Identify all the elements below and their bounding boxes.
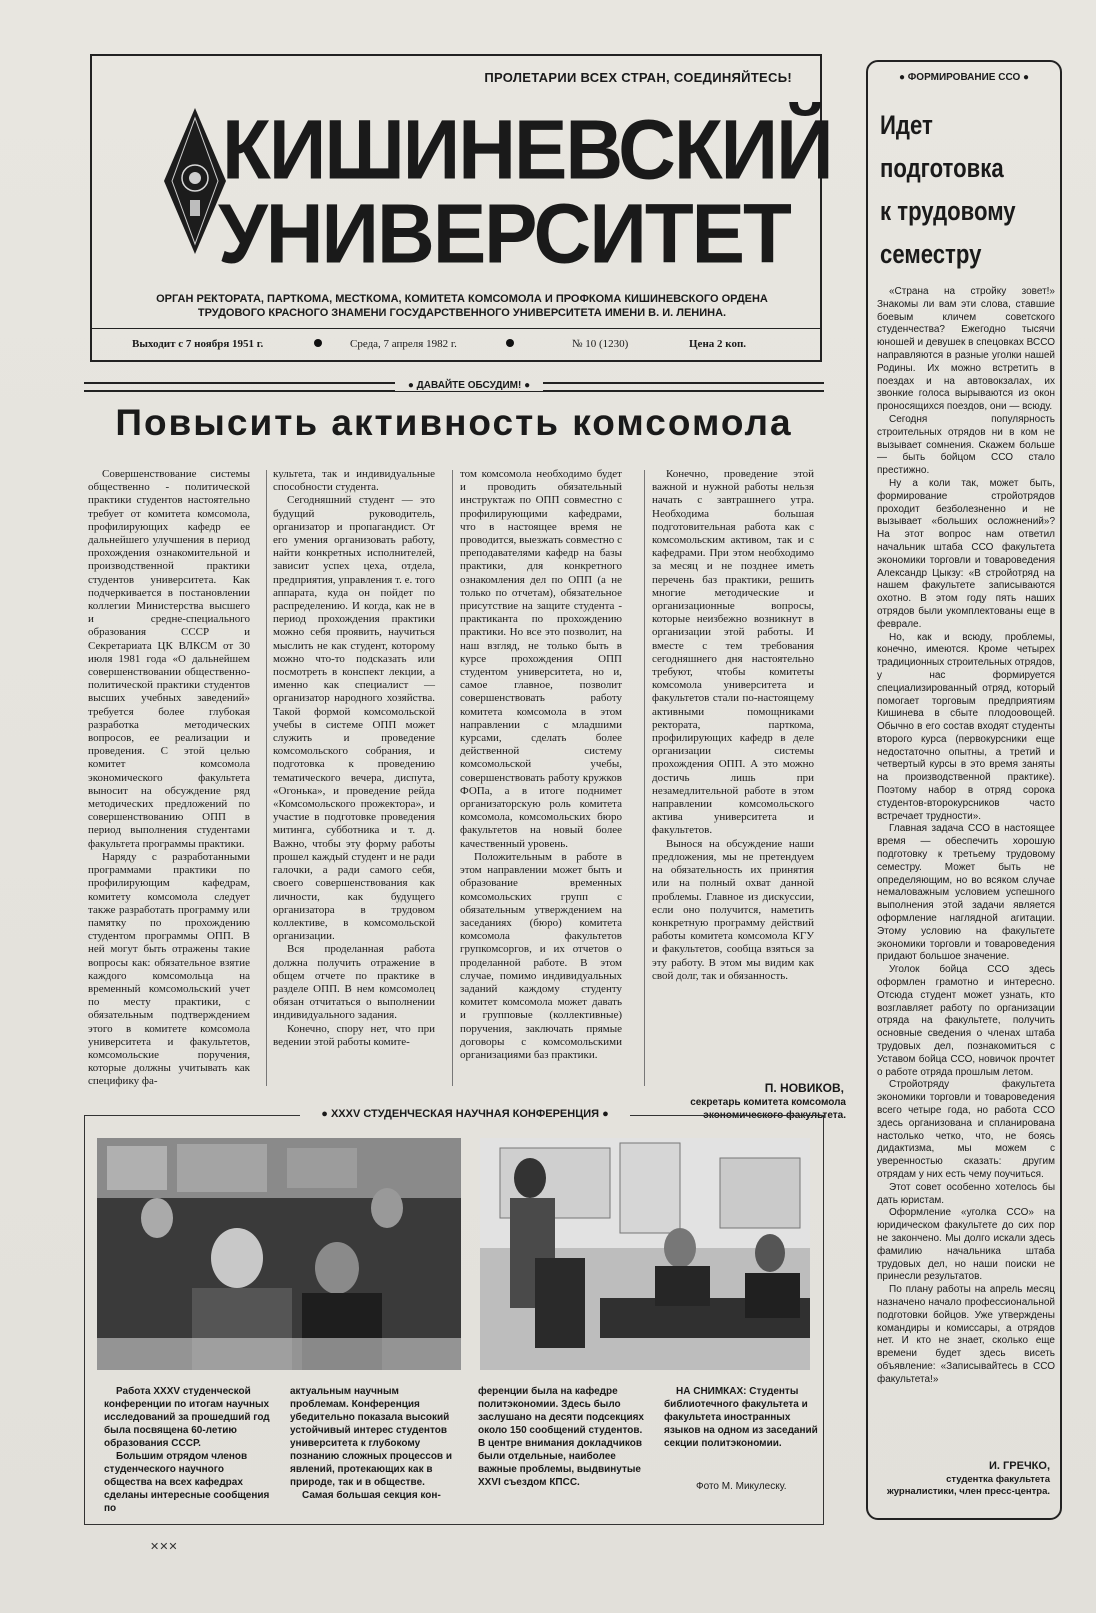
conference-caption-1: Работа XXXV студенческой конференции по итогам научных исследований за прошедший год была посвящена 60-летию образования СССР. Большим отрядом членов студенческого научного общества на всех кафедрах сделаны интересные сообщения по bbox=[104, 1386, 270, 1514]
newspaper-title-line-1: КИШИНЕВСКИЙ bbox=[222, 102, 832, 197]
photo-credit: Фото М. Микулеску. bbox=[696, 1481, 787, 1492]
article-column-4: Конечно, проведение этой важной и нужной работы нельзя начать с завтрашнего утра. Необходима большая подготовительная работа как с комсомольским активом, так и с кафедрами. При этом необходимо за месяц и не позднее иметь перечень баз практики, решить многие методические и организационные вопросы, которые неизбежно возникнут в организации этой работы. И вместе с тем требования сегодняшнего дня настоятельно требуют, чтобы комитеты комсомола университета и факультетов стали по-настоящему активными помощниками ректората, парткома, профилирующих кафедр в деле организации системы прохождения ОПП. А это можно достичь лишь при незамедлительной работе в этом направлении комсомольского актива университета и факультетов. Вынося на обсуждение наши предложения, мы не претендуем на обязательность их принятия или на полный охват данной проблемы. Главное из дискуссии, если оно получится, наметить конкретную программу действий работы комитета комсомола КГУ и факультетов, сообща взяться за эту работу. В этом мы видим как свой долг, так и обязанность. bbox=[652, 468, 814, 982]
article-column-1: Совершенствование системы общественно - политической практики студентов настоятельно требует от комитета комсомола, профилирующих кафедр ее дальнейшего улучшения в период прохождения ознакомительной и производственной практики студентов университета. Как подчеркивается в постановлении коллегии Министерства высшего и средне-специального образования СССР и Секретариата ЦК ВЛКСМ от 30 июля 1981 года «О дальнейшем совершенствовании общественно-политической практики студентов высших учебных заведений» требуется более глубокая разработка методических вопросов, ее реализации и проведения. С этой целью комитет комсомола экономического факультета выносит на обсуждение ряд методических предложений по совершенствованию ОПП в период выполнения студентами факультета программы практики. Наряду с разработанными программами практики по профилирующим кафедрам, комитету комсомола следует также разработать программу или памятку по прохождению студентом программы ОПП. В ней могут быть отражены такие вопросы как: обязательное взятие каждого комсомольца на временный комсомольский учет по месту практики, с обязательным подтверждением этого в комитете комсомола университета и факультетов, комсомольские поручения, которые должны учитывать как специфику фа- bbox=[88, 468, 250, 1088]
column-divider bbox=[644, 470, 645, 1086]
photo-conference-speaker bbox=[480, 1138, 810, 1370]
article-author-role: секретарь комитета комсомола экономического факультета. bbox=[690, 1097, 846, 1121]
bullet-icon bbox=[506, 338, 514, 350]
column-divider bbox=[452, 470, 453, 1086]
issue-date: Среда, 7 апреля 1982 г. bbox=[350, 338, 457, 350]
issue-price: Цена 2 коп. bbox=[689, 338, 747, 350]
article-column-2: культета, так и индивидуальные способности студента. Сегодняшний студент — это будущий руководитель, организатор и пропагандист. От его умения организовать работу, найти конкретных исполнителей, зависит успех цеха, отдела, предприятия, управления т. е. того аппарата, куда он пойдет по распределению. И когда, как не в период прохождения практики можно себя проявить, научиться мыслить не как студент, которому можно что-то подсказать или посмотреть в конспект лекции, а именно как специалист — организатор народного хозяйства. Такой формой комсомольской учебы в системе ОПП может служить и проведение комсомольского собрания, и подготовка к проведению тематического вечера, диспута, «Огонька», и проведение рейда «Комсомольского прожектора», и участие в подготовке проведения митинга, субботника и т. д. Важно, чтобы эту форму работы прошел каждый студент и не ради галочки, а ради самого себя, своего совершенствования как личности, как будущего организатора в трудовом коллективе, в комсомольской организации. Вся проделанная работа должна получить отражение в общем отчете по практике в разделе ОПП. В нем комсомолец обязан отчитаться о выполнении индивидуального задания. Конечно, спору нет, что при ведении этой работы комите- bbox=[273, 468, 435, 1048]
article-headline: Повысить активность комсомола bbox=[115, 402, 793, 443]
issue-number: № 10 (1230) bbox=[572, 338, 629, 350]
conference-caption-2: актуальным научным проблемам. Конференция убедительно показала высокий устойчивый интерес студентов университета к глубокому познанию сложных процессов и явлений, протекающих как в природе, так и в обществе. Самая большая секция кон- bbox=[290, 1386, 453, 1501]
sidebar-body: «Страна на стройку зовет!» Знакомы ли вам эти слова, ставшие боевым кличем советского студенчества? Ежегодно тысячи юношей и девушек в спецовках ВССО направляются в разные уголки нашей Родины. Их можно встретить в поездах и на автовокзалах, их звонкие голоса вырываются из окон проносящихся поездов, они — всюду. Сегодня популярность строительных отрядов ни в ком не вызывает сомнения. Скажем больше — быть бойцом ССО стало престижно. Ну а коли так, может быть, формирование стройотрядов проходит безболезненно и не вызывает «больших осложнений»? На этот вопрос нам ответил начальник штаба ССО факультета экономики торговли и товароведения Александр Цыкзу: «В стройотряд на нашем факультете записываются охотно. В этом году пять наших отрядов были укомплектованы еще в феврале. Но, как и всюду, проблемы, конечно, имеются. Кроме четырех традиционных строительных отрядов, у нас формируется специализированный отряд, который помогает торговым предприятиям Кишинева в сбыте плодоовощей. Обычно в его состав входят студенты второго курса (первокурсники еще недостаточно опытны, а третий и четвертый курсы в это время заняты на производственной практике). Поэтому набор в отряд сорока студентов-второкурсников часто встречает трудности». Главная задача ССО в настоящее время — обеспечить хорошую подготовку к третьему трудовому семестру. Может быть не определяющим, но во всяком случае немаловажным условием успешного выполнения этой задачи является оформление наглядной агитации. Этому условию на факультете экономики торговли и товароведения придают большое значение. Уголок бойца ССО здесь оформлен грамотно и интересно. Отсюда студент может узнать, кто возглавляет работу по организации отряда на факультете, получить основные сведения о членах штаба трудовых дел, познакомиться с Уставом бойца ССО, новичок прочтет о работе отряда прошлым летом. Стройотряду факультета экономики торговли и товароведения всего четыре года, но работа ССО здесь организована и спланирована настолько четко, что, не боясь дидактизма, мы можем с уверенностью сказать: другим отрядам у них есть чему поучиться. Этот совет особенно хотелось бы дать юристам. Оформление «уголка ССО» на юридическом факультете до сих пор не закончено. Мы долго искали здесь фамилию начальника штаба трудовых дел, но наши поиски не принесли результатов. По плану работы на апрель месяц назначено начало профессиональной подготовки бойцов. Уже утверждены командиры и комиссары, а отрядов нет. И кто не знает, сколько еще времени будет здесь висеть объявление: «Записывайтесь в ССО факультета!» bbox=[877, 286, 1055, 1385]
since-date: Выходит с 7 ноября 1951 г. bbox=[132, 338, 264, 350]
publisher-line: ОРГАН РЕКТОРАТА, ПАРТКОМА, МЕСТКОМА, КОМИТЕТА КОМСОМОЛА И ПРОФКОМА КИШИНЕВСКОГО ОРДЕНА ТРУДОВОГО КРАСНОГО ЗНАМЕНИ ГОСУДАРСТВЕННОГО УНИВЕРСИТЕТА ИМЕНИ В. И. ЛЕНИНА. bbox=[156, 293, 768, 319]
conference-kicker: ● XXXV СТУДЕНЧЕСКАЯ НАУЧНАЯ КОНФЕРЕНЦИЯ ● bbox=[300, 1108, 630, 1120]
bleed-through-texture bbox=[0, 96, 78, 296]
sidebar-kicker: ● ФОРМИРОВАНИЕ ССО ● bbox=[898, 72, 1030, 83]
masthead bbox=[90, 54, 832, 362]
sidebar-author: И. ГРЕЧКО, bbox=[989, 1460, 1050, 1472]
article-column-3: том комсомола необходимо будет и проводить обязательный инструктаж по ОПП совместно с профилирующими кафедрами, что в настоящее время не проводится, выезжать совместно с преподавателями кафедр на базы практики, для конкретного ознакомления дел по ОПП (а не только по отчетам), обязательное присутствие на защите студента - практиканта по прохождению практики. Но все это позволит, на наш взгляд, не только быть в курсе прохождения ОПП студентом университета, но и, самое главное, позволит совершенствовать работу комитета комсомола в этом направлении с младшими курсами, сделать более действенной систему комсомольской учебы, совершенствовать работу кружков ФОПа, а в итоге поднимет организаторскую роль комитета комсомола, комсомольских бюро факультетов на новый более качественный уровень. Положительным в работе в этом направлении может быть и образование временных комсомольских групп с обязательным утверждением на заседаниях (бюро) комитета комсомола факультетов групкомсоргов, и их отчетов о проделанной работе. В этом случае, помимо индивидуальных заданий каждому студенту комитет комсомола может давать и групповые (коллективные) поручения, заключать прямые договоры с комсомольскими организациями баз практики. bbox=[460, 468, 622, 1061]
page-mark: ✕✕✕ bbox=[150, 1541, 178, 1553]
conference-caption-3: ференции была на кафедре политэкономии. Здесь было заслушано на десяти подсекциях около 150 сообщений студентов. В центре внимания докладчиков были отдельные, наиболее важные проблемы, выдвинутые XXVI съездом КПСС. bbox=[478, 1386, 644, 1488]
photo-caption: НА СНИМКАХ: Студенты библиотечного факультета и факультета иностранных языков на одном из заседаний секции политэкономии. bbox=[664, 1386, 818, 1449]
bullet-icon bbox=[314, 338, 322, 350]
photo-conference-audience bbox=[97, 1138, 461, 1370]
column-divider bbox=[266, 470, 267, 1086]
sidebar-author-role: студентка факультета журналистики, член пресс-центра. bbox=[887, 1474, 1050, 1497]
issue-info-row bbox=[92, 328, 820, 359]
article-author: П. НОВИКОВ, bbox=[764, 1081, 844, 1095]
section-kicker: ● ДАВАЙТЕ ОБСУДИМ! ● bbox=[395, 380, 543, 391]
slogan: ПРОЛЕТАРИИ ВСЕХ СТРАН, СОЕДИНЯЙТЕСЬ! bbox=[484, 70, 792, 85]
sidebar-headline: Идет подготовка к трудовому семестру bbox=[880, 110, 1016, 269]
newspaper-title-line-2: УНИВЕРСИТЕТ bbox=[218, 186, 790, 281]
